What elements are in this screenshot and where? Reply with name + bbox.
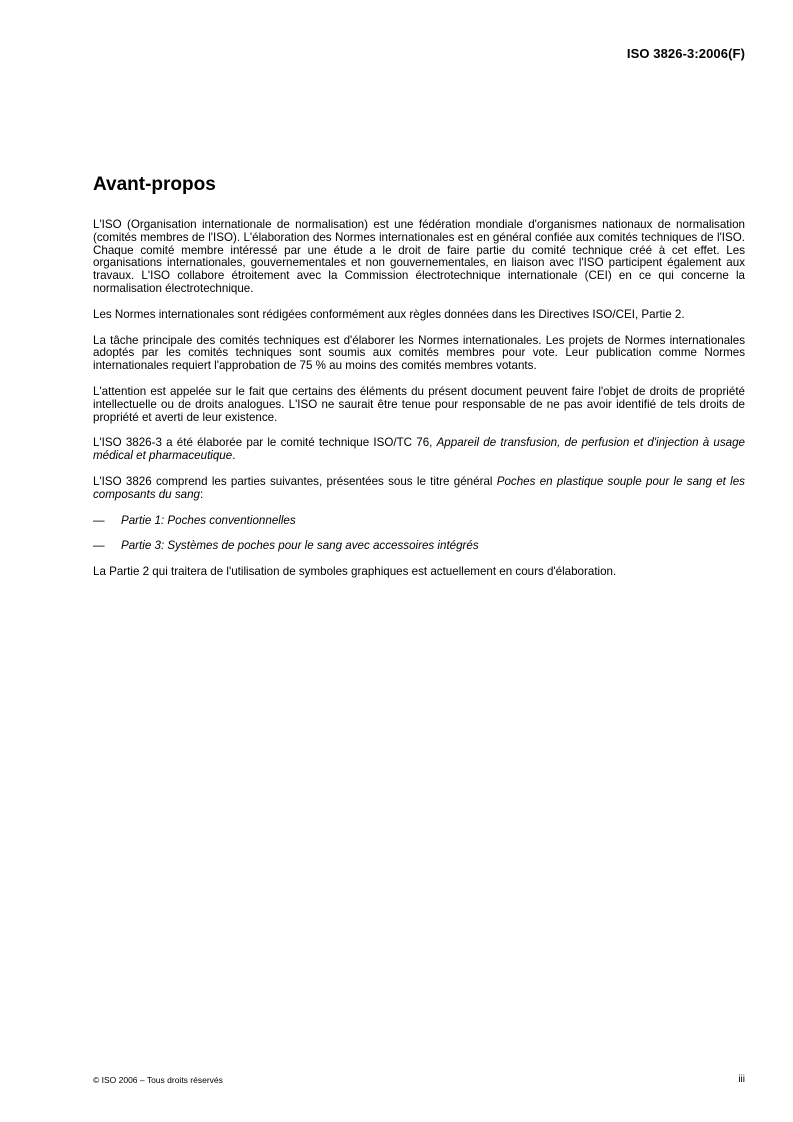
paragraph-patent-rights: L'attention est appelée sur le fait que certains des éléments du présent document peuvent faire l'objet de droits de propriété intellectuelle ou de droits analogues. L'ISO ne saurait être tenue pour responsable de ne pas avoir identifié de tels droits de propriété et averti de leur existence. xyxy=(93,384,745,424)
paragraph-technical-committees: La tâche principale des comités techniques est d'élaborer les Normes internationales. Les projets de Normes internationales adoptés par les comités techniques sont soumis aux comités membres pour vote. Leur publication comme Normes internationales requiert l'approbation de 75 % au moins des comités membres votants. xyxy=(93,333,745,373)
paragraph-prepared-by xyxy=(93,437,745,463)
paragraph-directives: Les Normes internationales sont rédigées conformément aux règles données dans les Directives ISO/CEI, Partie 2. xyxy=(93,307,685,321)
page-number: iii xyxy=(738,1074,745,1085)
prepared-by-text: L'ISO 3826-3 a été élaborée par le comité technique ISO/TC 76, xyxy=(93,436,437,450)
dash-bullet: — xyxy=(93,513,105,527)
list-item xyxy=(93,540,745,553)
prepared-by-end: . xyxy=(232,449,236,463)
section-title: Avant-propos xyxy=(93,174,216,195)
parts-intro-end: : xyxy=(200,487,204,501)
paragraph-part-2-status: La Partie 2 qui traitera de l'utilisation de symboles graphiques est actuellement en cours d'élaboration. xyxy=(93,565,617,579)
committee-title: Appareil de transfusion, de perfusion et d'injection à usage médical et pharmaceutique xyxy=(93,436,745,463)
paragraph-parts-intro xyxy=(93,476,745,502)
footer-copyright: © ISO 2006 – Tous droits réservés xyxy=(93,1075,223,1085)
list-item xyxy=(93,515,745,528)
parts-intro-text: L'ISO 3826 comprend les parties suivantes, présentées sous le titre général xyxy=(93,474,497,488)
list-item-text: Partie 3: Systèmes de poches pour le sang avec accessoires intégrés xyxy=(121,539,479,553)
dash-bullet: — xyxy=(93,539,105,553)
paragraph-iso-intro: L'ISO (Organisation internationale de normalisation) est une fédération mondiale d'organismes nationaux de normalisation (comités membres de l'ISO). L'élaboration des Normes internationales est en général confiée aux comités techniques de l'ISO. Chaque comité membre intéressé par une étude a le droit de faire partie du comité technique créé à cet effet. Les organisations internationales, gouvernementales et non gouvernementales, en liaison avec l'ISO participent également aux travaux. L'ISO collabore étroitement avec la Commission électrotechnique internationale (CEI) en ce qui concerne la normalisation électrotechnique. xyxy=(93,218,745,295)
foreword-body xyxy=(93,219,745,592)
document-code: ISO 3826-3:2006(F) xyxy=(626,46,745,61)
list-item-text: Partie 1: Poches conventionnelles xyxy=(121,513,296,527)
general-title: Poches en plastique souple pour le sang et les composants du sang xyxy=(93,474,745,501)
